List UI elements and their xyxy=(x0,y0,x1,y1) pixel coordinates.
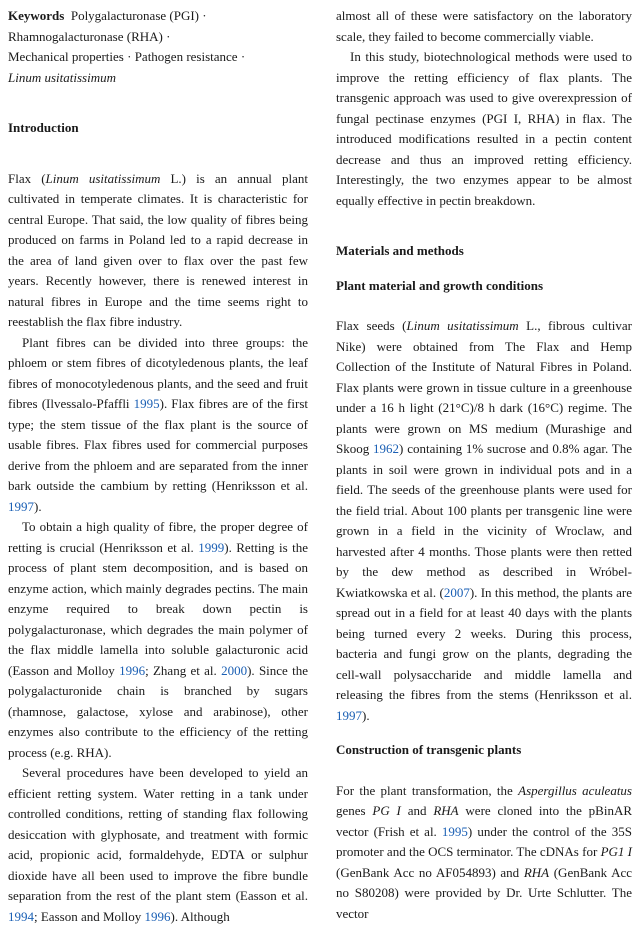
paragraph-intro-2: Plant fibres can be divided into three groups: the phloem or stem fibres of dicotyledenous plants, the leaf fibres of monocotyledenous plants, and the seed and fruit fibres (Ilvessalo-Pfaffli 1995). Flax fibres are of the first type; the stem tissue of the flax plant is the source of usable fibres. Flax fibres used for commercial purposes derive from the phloem and are separated from the inner bark outside the cambium by retting (Henriksson et al. 1997). xyxy=(8,334,309,514)
paragraph-intro-3: To obtain a high quality of fibre, the proper degree of retting is crucial (Henriksson et al. 1999). Retting is the process of plant stem decomposition, and is based on enzyme action, which mainly degrades pectins. The main enzyme required to break down pectin is polygalacturonase, which degrades the main polymer of the flax middle lamella into soluble galacturonic acid (Easson and Molloy 1996; Zhang et al. 2000). Since the polygalacturonide chain is branched by sugars (rhamnose, galactose, xylose and arabinose), other enzymes also contribute to the efficiency of the retting process (e.g. RHA). xyxy=(8,519,308,760)
keywords-line: Mechanical properties · Pathogen resistance · xyxy=(8,49,246,64)
citation-link[interactable]: 1997 xyxy=(336,707,362,723)
citation-link[interactable]: 1997 xyxy=(8,498,34,514)
section-heading-methods: Materials and methods xyxy=(336,243,464,258)
paragraph-intro-1: Flax (Linum usitatissimum L.) is an annual plant cultivated in temperate climates. It is characteristic for central Europe. That said, the low quality of fibres being produced on farms in Poland led to a rapid decrease in the area of land given over to flax over the past few years. Recently however, there is renewed interest in natural fibres in Europe and the time seems right to reestablish the flax fibre industry. xyxy=(8,170,308,329)
section-heading-introduction: Introduction xyxy=(8,120,79,135)
citation-link[interactable]: 2007 xyxy=(443,584,470,600)
keywords-line: Linum usitatissimum xyxy=(8,69,116,85)
paragraph-seeds: Flax seeds (Linum usitatissimum L., fibrous cultivar Nike) were obtained from The Flax and Hemp Collection of the Institute of Natural Fibres in Poland. Flax plants were grown in tissue culture in a greenhouse under a 16 h light (21°C)/8 h dark (16°C) regime. The plants were grown on MS medium (Murashige and Skoog 1962) containing 1% sucrose and 0.8% agar. The plants in soil were grown in individual pots and in a field. The seeds of the greenhouse plants were used for the field trial. About 100 plants per transgenic line were grown in a field in the vicinity of Wroclaw, and harvested after 4 months. Those plants were then retted by the dew method as described in Wróbel-Kwiatkowska et al. (2007). In this method, the plants are spread out in a field for at least 40 days with the plants being turned every 2 weeks. During this process, bacteria and fungi grow on the plants, degrading the cell-wall polysaccharide and middle lamella and releasing the fibres from the stems (Henriksson et al. 1997). xyxy=(336,318,632,723)
paragraph-study: In this study, biotechnological methods were used to improve the retting efficiency of flax plants. The transgenic approach was used to give overexpression of fungal pectinase enzymes (PGI I, RHA) in flax. The introduced modifications resulted in a pectin content decrease and thus an improved retting efficiency. Interestingly, the two enzymes appear to be almost equally effective in pectin breakdown. xyxy=(336,49,632,208)
citation-link[interactable]: 2000 xyxy=(221,662,248,678)
right-column xyxy=(336,6,632,924)
citation-link[interactable]: 1999 xyxy=(198,539,225,555)
paragraph-continued: almost all of these were satisfactory on the laboratory scale, they failed to become commercially viable. xyxy=(336,8,632,44)
paragraph-intro-4: Several procedures have been developed to yield an efficient retting system. Water retting in a tank under controlled conditions, retting of standing flax following desiccation with glyphosate, and treatment with formic acid, propionic acid, formaldehyde, EDTA or sulphur dioxide have all been used to improve the fibre bundle separation from the rest of the plant stem (Easson et al. 1994; Easson and Molloy 1996). Although xyxy=(8,765,308,924)
citation-link[interactable]: 1995 xyxy=(441,823,468,839)
citation-link[interactable]: 1962 xyxy=(373,441,400,456)
citation-link[interactable]: 1994 xyxy=(8,908,34,924)
paragraph-construction: For the plant transformation, the Aspergillus aculeatus genes PG I and RHA were cloned into the pBinAR vector (Frish et al. 1995) under the control of the 35S promoter and the OCS terminator. The cDNAs for PG1 I (GenBank Acc no AF054893) and RHA (GenBank Acc no S80208) were provided by Dr. Urte Schlutter. The vector xyxy=(336,782,633,921)
keywords-line: Polygalacturonase (PGI) · xyxy=(70,8,207,23)
left-column xyxy=(8,6,308,927)
keywords-line: Rhamnogalacturonase (RHA) · xyxy=(8,28,171,44)
keywords-block xyxy=(8,6,308,88)
subsection-heading-construction: Construction of transgenic plants xyxy=(336,742,522,757)
keywords-label: Keywords xyxy=(8,8,65,23)
citation-link[interactable]: 1996 xyxy=(144,908,171,924)
subsection-heading-plant-material: Plant material and growth conditions xyxy=(336,277,544,293)
citation-link[interactable]: 1996 xyxy=(119,662,146,678)
citation-link[interactable]: 1995 xyxy=(133,396,160,411)
